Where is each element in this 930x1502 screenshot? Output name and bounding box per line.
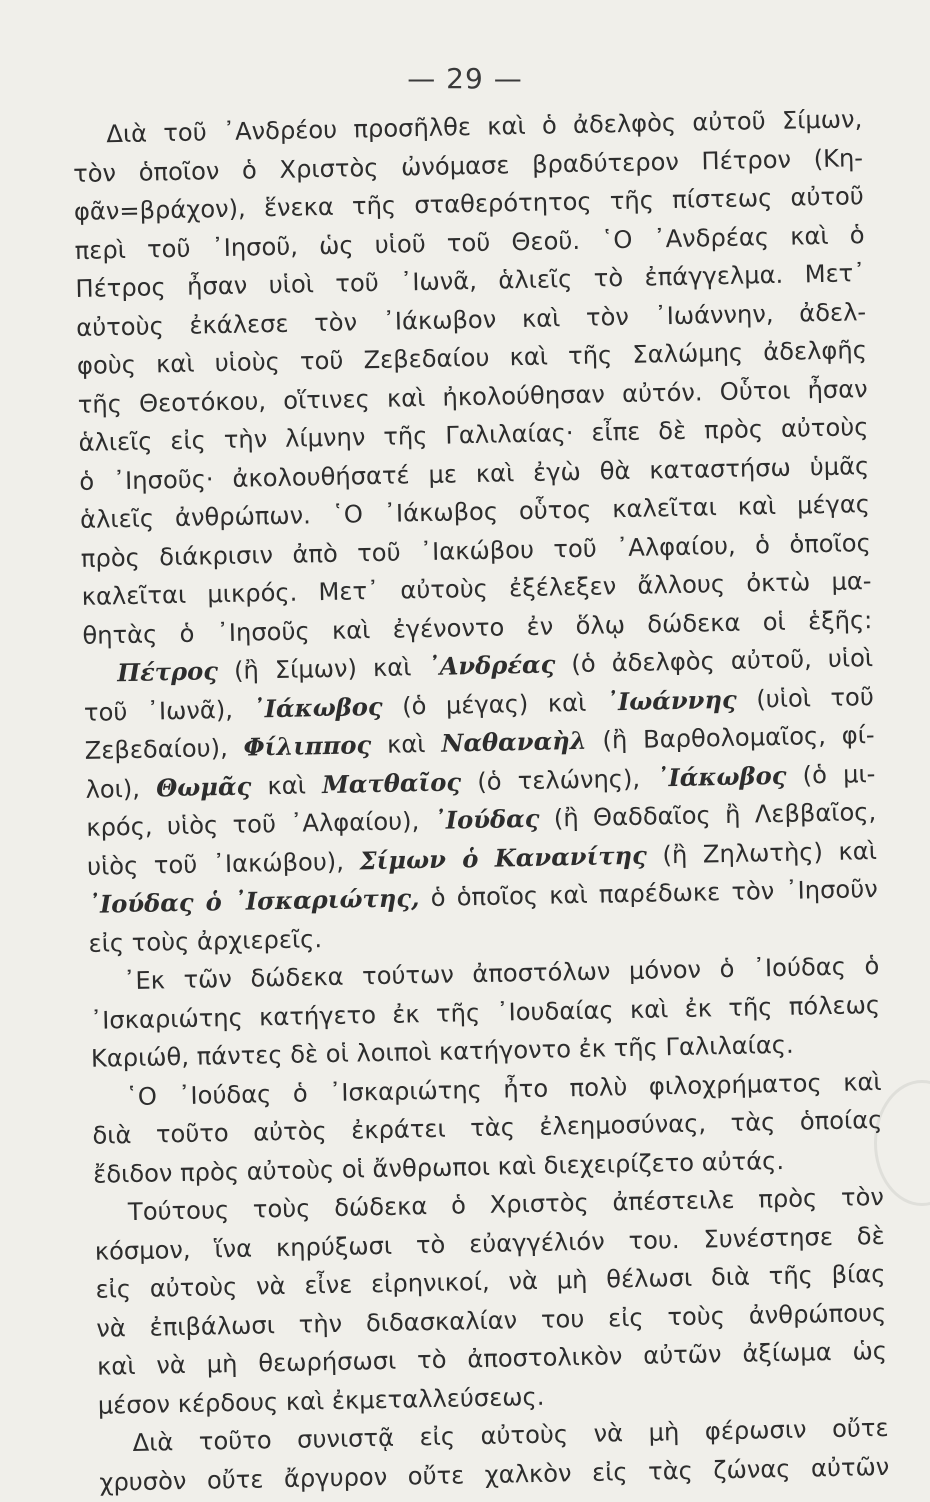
apostle-name: Ματθαῖος [321, 766, 462, 799]
apostle-name: ᾿Ιάκωβος [252, 691, 383, 723]
text-run: υἱὸς τοῦ ᾿Ιακώβου), [86, 846, 360, 881]
text-run: Διὰ τοῦτο συνιστᾷ εἰς αὐτοὺς νὰ μὴ φέρωσιν οὔτε [132, 1413, 889, 1458]
text-run: Καριώθ, πάντες δὲ οἱ λοιποὶ κατήγοντο ἐκ τῆς Γαλιλαίας. [90, 1030, 794, 1073]
text-run: (ὁ μέγας) καὶ [382, 687, 607, 721]
apostle-name: ᾿Ιούδας ὁ ᾿Ισκαριώτης, [87, 883, 420, 919]
text-run: φοὺς καὶ υἱοὺς τοῦ Ζεβεδαίου καὶ τῆς Σαλώμης ἀδελφῆς [76, 336, 868, 380]
apostle-name: Θωμᾶς [155, 771, 252, 802]
apostle-name: ᾿Ιωάννης [605, 684, 738, 716]
text-run: εἰς τοὺς ἀρχιερεῖς. [88, 924, 323, 958]
text-run: ὁ ᾿Ιησοῦς· ἀκολουθήσατέ με καὶ ἐγὼ θὰ καταστήσω ὑμᾶς [79, 451, 870, 496]
apostle-name: ᾿Ιάκωβος [656, 760, 787, 792]
apostle-name: ᾿Ανδρέας [427, 649, 556, 681]
apostle-name: ᾿Ιούδας [433, 803, 540, 835]
text-run: νὰ ἐπιβάλωσι τὴν διδασκαλίαν του εἰς τοὺς ἀνθρώπους [96, 1298, 887, 1343]
text-run: (ἢ Σίμων) καὶ [217, 652, 428, 686]
text-run: ἔδιδον πρὸς αὐτοὺς οἱ ἄνθρωποι καὶ διεχειρίζετο αὐτάς. [92, 1146, 785, 1189]
text-run: καὶ [370, 729, 442, 760]
text-run: φᾶν=βράχον), ἕνεκα τῆς σταθερότητος τῆς πίστεως αὐτοῦ [73, 182, 865, 226]
text-run: ἁλιεῖς εἰς τὴν λίμνην τῆς Γαλιλαίας· εἶπε δὲ πρὸς αὐτοὺς [78, 413, 869, 457]
text-run: ἁλιεῖς ἀνθρώπων. ῾Ο ᾿Ιάκωβος οὗτος καλεῖται καὶ μέγας [79, 490, 871, 534]
text-run: (υἱοὶ τοῦ [736, 682, 875, 714]
text-run: ᾿Ισκαριώτης κατήγετο ἐκ τῆς ᾿Ιουδαίας καὶ ἐκ τῆς πόλεως [89, 990, 881, 1035]
text-run: ὁ ὁποῖος καὶ παρέδωκε τὸν ᾿Ιησοῦν [419, 874, 878, 913]
text-run: εἰς αὐτοὺς νὰ εἶνε εἰρηνικοί, νὰ μὴ θέλωσι διὰ τῆς βίας [95, 1259, 886, 1304]
apostle-name: Πέτρος [116, 656, 219, 688]
text-run: καλεῖται μικρός. Μετ᾿ αὐτοὺς ἐξέλεξεν ἄλλους ὀκτὼ μα- [81, 567, 872, 611]
text-run: (ἢ Θαδδαῖος ἢ Λεββαῖος, [539, 798, 877, 833]
apostle-name: Σίμων ὁ Κανανίτης [359, 840, 648, 875]
text-run: τὸν ὁποῖον ὁ Χριστὸς ὠνόμασε βραδύτερον Πέτρον (Κη- [72, 143, 864, 188]
text-run: κρός, υἱὸς τοῦ ᾿Αλφαίου), [86, 806, 434, 842]
text-run: ῾Ο ᾿Ιούδας ὁ ᾿Ισκαριώτης ἦτο πολὺ φιλοχρήματος καὶ [125, 1067, 882, 1111]
text-run: καὶ νὰ μὴ θεωρήσωσι τὸ ἀποστολικὸν αὐτῶν ἀξίωμα ὡς [96, 1336, 888, 1381]
text-run: Τούτους τοὺς δώδεκα ὁ Χριστὸς ἀπέστειλε πρὸς τὸν [127, 1182, 885, 1227]
text-run: Ζεβεδαίου), [84, 733, 244, 765]
text-run: (ὁ τελώνης), [460, 763, 657, 796]
text-run: (ὁ ἀδελφὸς αὐτοῦ, υἱοὶ [555, 644, 874, 679]
text-run: (ἢ Βαρθολομαῖος, φί- [586, 721, 875, 755]
text-run: περὶ τοῦ ᾿Ιησοῦ, ὡς υἱοῦ τοῦ Θεοῦ. ῾Ο ᾿Ανδρέας καὶ ὁ [74, 220, 865, 265]
text-run: μέσον κέρδους καὶ ἐκμεταλλεύσεως. [97, 1382, 545, 1420]
text-run: διὰ τοῦτο αὐτὸς ἐκράτει τὰς ἐλεημοσύνας, τὰς ὁποίας [92, 1105, 883, 1150]
text-run: λοι), [85, 773, 157, 804]
text-run: καὶ [251, 770, 323, 801]
text-run: θητὰς ὁ ᾿Ιησοῦς καὶ ἐγένοντο ἐν ὅλῳ δώδεκα οἱ ἑξῆς: [82, 605, 873, 650]
text-run: αὐτοὺς ἐκάλεσε τὸν ᾿Ιάκωβον καὶ τὸν ᾿Ιωάννην, ἀδελ- [75, 297, 867, 342]
text-run: (ὁ μι- [786, 759, 876, 790]
text-run: κόσμον, ἵνα κηρύξωσι τὸ εὐαγγέλιόν του. Συνέστησε δὲ [94, 1221, 885, 1266]
text-run: (ἢ Ζηλωτὴς) καὶ [646, 836, 878, 870]
text-run: χρυσὸν οὔτε ἄργυρον οὔτε χαλκὸν εἰς τὰς ζώνας αὐτῶν [99, 1452, 890, 1497]
text-run: Πέτρος ἦσαν υἱοὶ τοῦ ᾿Ιωνᾶ, ἁλιεῖς τὸ ἐπάγγελμα. Μετ᾿ [75, 259, 866, 303]
text-run: Διὰ τοῦ ᾿Ανδρέου προσῆλθε καὶ ὁ ἀδελφὸς αὐτοῦ Σίμων, [106, 105, 863, 149]
text-run: ᾿Εκ τῶν δώδεκα τούτων ἀποστόλων μόνον ὁ ᾿Ιούδας ὁ [123, 951, 880, 996]
page-number: — 29 — [407, 62, 523, 95]
text-run: τῆς Θεοτόκου, οἵτινες καὶ ἠκολούθησαν αὐτόν. Οὗτοι ἦσαν [77, 374, 868, 419]
body-text [72, 100, 890, 1502]
text-run: πρὸς διάκρισιν ἀπὸ τοῦ ᾿Ιακώβου τοῦ ᾿Αλφαίου, ὁ ὁποῖος [80, 528, 872, 573]
text-run: τοῦ ᾿Ιωνᾶ), [83, 694, 253, 727]
apostle-name: Φίλιππος [243, 730, 372, 762]
apostle-name: Ναθαναὴλ [440, 725, 587, 758]
